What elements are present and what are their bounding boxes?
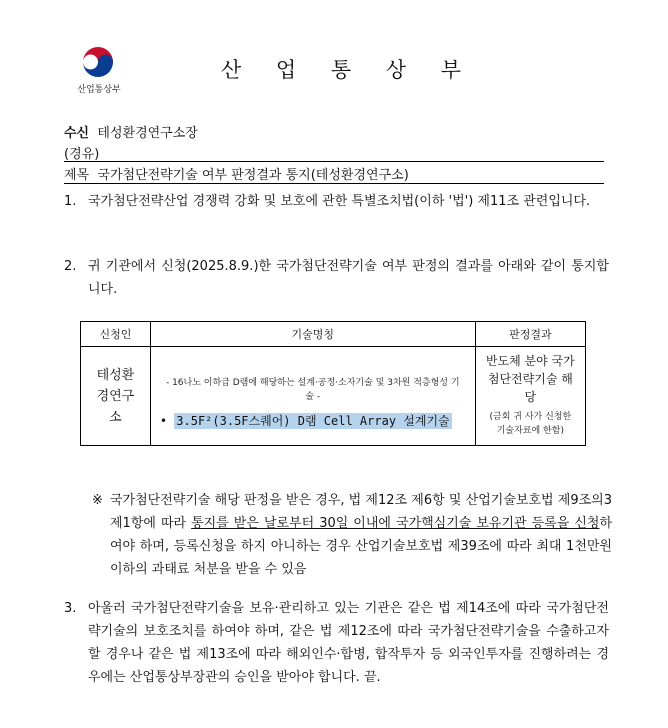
item-text: 귀 기관에서 신청(2025.8.9.)한 국가첨단전략기술 여부 판정의 결과를 아래와 같이 통지합니다. [88, 259, 609, 297]
bullet-icon: • [159, 413, 175, 428]
notice-part-2: 하여야 하며, 등록신청을 하지 아니하는 경우 산업기술보호법 제39조에 따라 최대 1천만원 이하의 과태료 처분을 받을 수 있음 [110, 516, 612, 577]
ministry-title: 산 업 통 상 부 [220, 58, 476, 82]
divider [64, 183, 604, 184]
header-applicant: 신청인 [81, 322, 151, 347]
item-text: 국가첨단전략산업 경쟁력 강화 및 보호에 관한 특별조치법(이하 '법') 제11조 관련입니다. [88, 194, 591, 209]
result-cell [475, 347, 585, 446]
recipient-label: 수신 [64, 126, 90, 141]
tech-item-name: 3.5F²(3.5F스퀘어) D램 Cell Array 설계기술 [176, 413, 450, 428]
notice-text [110, 489, 612, 581]
subject-label: 제목 [64, 168, 90, 183]
notice [92, 489, 612, 581]
via-line: (경유) [64, 147, 100, 162]
item-number: 2. [64, 259, 77, 274]
tech-cell [150, 347, 475, 446]
table-header-row [81, 322, 586, 347]
result-note: (금회 귀 사가 신청한 기술자료에 한함) [489, 412, 572, 436]
divider [64, 161, 604, 162]
tech-description: - 16나노 이하급 D램에 해당하는 설계·공정·소자기술 및 3차원 적층형성 기술 - [165, 377, 460, 402]
tech-item [160, 412, 474, 429]
item-1 [64, 190, 609, 213]
reference-mark: ※ [92, 493, 103, 508]
item-number: 3. [64, 601, 77, 616]
header-result: 판정결과 [475, 322, 585, 347]
recipient-value: 테성환경연구소장 [97, 126, 198, 141]
result-table [80, 321, 586, 446]
notice-underlined: 통지를 받은 날로부터 30일 이내에 국가핵심기술 보유기관 등록을 신청 [191, 516, 600, 531]
subject-line [64, 164, 409, 183]
header-tech-name: 기술명칭 [150, 322, 475, 347]
logo-text: 산업통상부 [77, 85, 121, 95]
item-text: 아울러 국가첨단전략기술을 보유·관리하고 있는 기관은 같은 법 제14조에 따라 국가첨단전략기술의 보호조치를 하여야 하며, 같은 법 제12조에 따라 국가첨단전략기술을 수출하고자 할 경우나 같은 법 제13조에 따라 해외인수·합병, 합작투자 등 외국인투자를 진행하려는 경우에는 산업통상부장관의 승인을 받아야 합니다. 끝. [88, 601, 609, 685]
recipient-line [64, 122, 198, 141]
item-number: 1. [64, 194, 77, 209]
result-main: 반도체 분야 국가첨단전략기술 해당 [485, 354, 575, 404]
applicant-name: 테성환경연구소 [96, 367, 135, 425]
table-row [81, 347, 586, 446]
subject-value: 국가첨단전략기술 여부 판정결과 통지(테성환경연구소) [97, 168, 409, 183]
item-2 [64, 255, 609, 301]
notice-part-1: 국가첨단전략기술 해당 판정을 받은 경우, 법 제12조 제6항 및 산업기술보호법 제9조의3제1항에 따라 [110, 493, 612, 531]
item-3 [64, 597, 609, 689]
applicant-cell [81, 347, 151, 446]
